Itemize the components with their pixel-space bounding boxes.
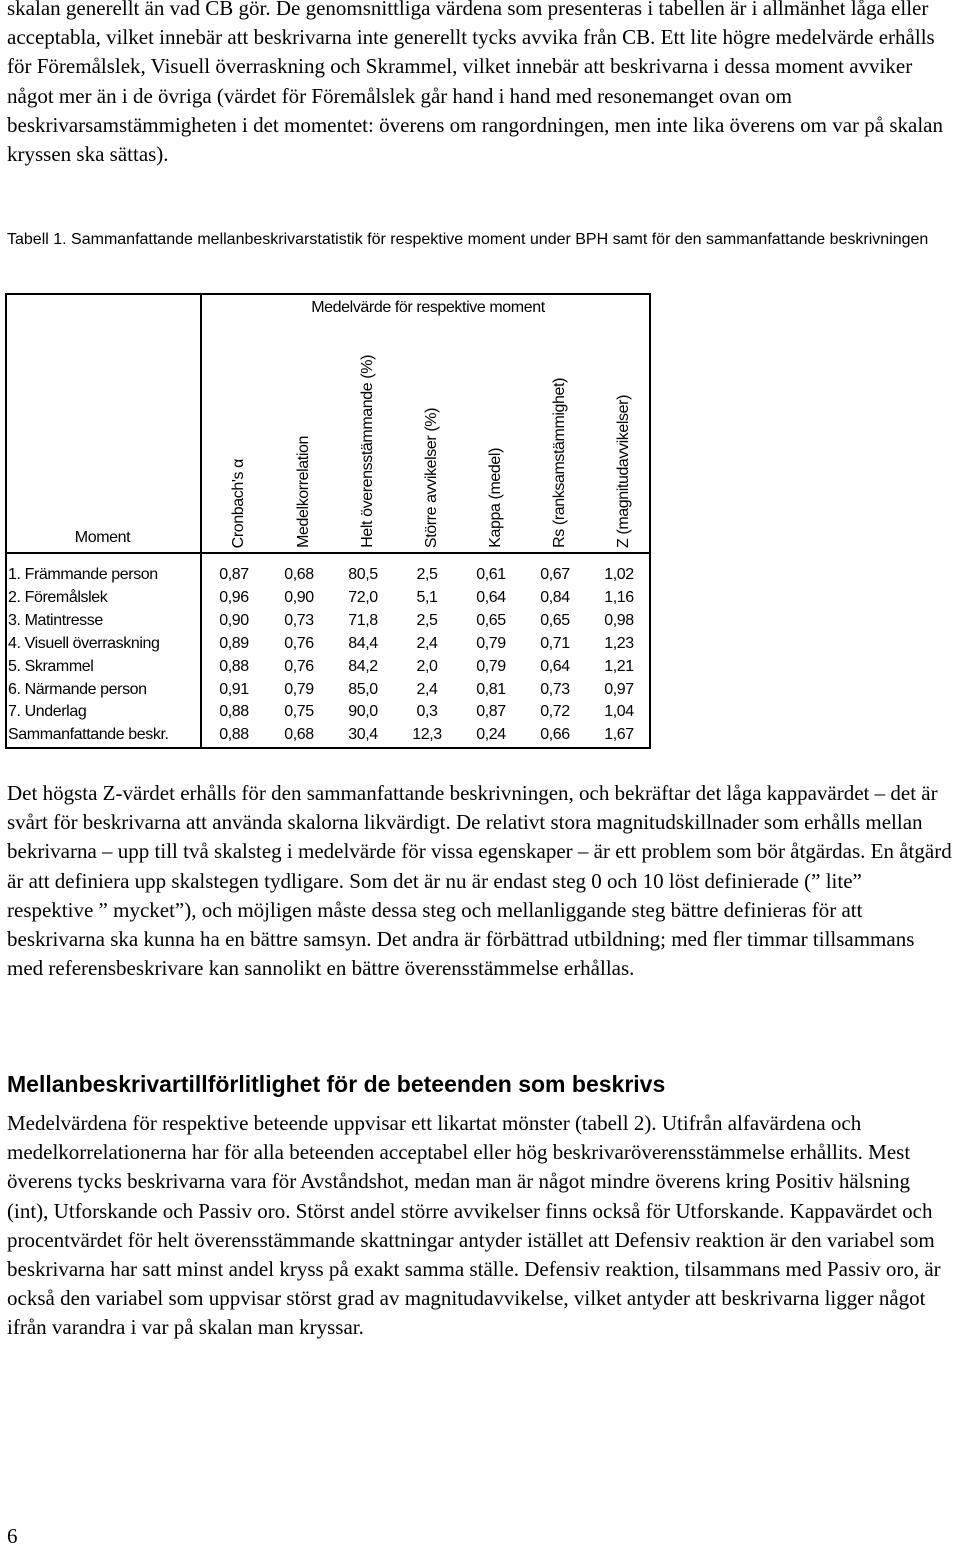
group-header: Medelvärde för respektive moment <box>311 299 545 316</box>
column-header: Z (magnitudavvikelser) <box>615 394 632 548</box>
table-row <box>5 700 651 723</box>
table-border-bottom <box>5 747 651 749</box>
table-cell: 0,66 <box>540 726 570 744</box>
table-cell: 0,91 <box>219 680 249 698</box>
table-row <box>5 563 651 586</box>
table-cell: 0,84 <box>540 588 570 606</box>
table-cell: 0,71 <box>540 634 570 652</box>
column-header: Cronbach's α <box>230 458 247 548</box>
table-cell: 0,90 <box>219 611 249 629</box>
table-cell: 5,1 <box>416 588 438 606</box>
table-cell: 84,4 <box>348 634 378 652</box>
table-cell: 0,88 <box>219 703 249 721</box>
table-cell: 0,68 <box>284 726 314 744</box>
intro-paragraph: skalan generellt än vad CB gör. De genomsnittliga värdena som presenteras i tabellen är i allmänhet låga eller acceptabla, vilket innebär att beskrivarna inte generellt tycks avvika från CB. Ett lite högre medelvärde erhålls för Föremålslek, Visuell överraskning och Skrammel, vilket innebär att beskrivarna i dessa moment avviker något mer än i de övriga (värdet för Föremålslek går hand i hand med resonemanget ovan om beskrivarsamstämmigheten i det momentet: överens om rangordningen, men inte lika överens om var på skalan kryssen ska sättas). <box>7 0 943 167</box>
table-row <box>5 678 651 701</box>
table-row <box>5 609 651 632</box>
table-cell: 0,97 <box>604 680 634 698</box>
table-cell: 0,68 <box>284 566 314 583</box>
table-cell: 0,65 <box>540 611 570 629</box>
row-label: 2. Föremålslek <box>8 588 108 606</box>
table-cell: 0,88 <box>219 657 249 675</box>
page-number: 6 <box>7 1524 18 1548</box>
row-header-moment: Moment <box>74 529 131 546</box>
table-cell: 2,4 <box>416 634 438 652</box>
paragraph-2: Det högsta Z-värdet erhålls för den sammanfattande beskrivningen, och bekräftar det låga kappavärdet – det är svårt för beskrivarna att använda skalorna likvärdigt. De relativt stora magnitudskillnader som erhålls mellan bekrivarna – upp till två skalsteg i medelvärde för vissa egenskaper – är ett problem som bör åtgärdas. En åtgärd är att definiera upp skalstegen tydligare. Som det är nu är endast steg 0 och 10 löst definierade (” lite” respektive ” mycket”), och möjligen måste dessa steg och mellanliggande steg bättre definieras för att beskrivarna ska kunna ha en bättre samsyn. Det andra är förbättrad utbildning; med fler timmar tillsammans med referensbeskrivare kan sannolikt en bättre överensstämmelse erhållas. <box>7 781 952 981</box>
table-cell: 1,04 <box>604 703 634 721</box>
column-header: Medelkorrelation <box>295 436 312 548</box>
table-cell: 71,8 <box>348 611 378 629</box>
row-label: 4. Visuell överraskning <box>8 634 160 652</box>
table-cell: 80,5 <box>348 566 378 583</box>
table-cell: 0,73 <box>540 680 570 698</box>
table-cell: 0,3 <box>416 703 438 721</box>
table-cell: 0,73 <box>284 611 314 629</box>
paragraph-3: Medelvärdena för respektive beteende uppvisar ett likartat mönster (tabell 2). Utifrån alfavärdena och medelkorrelationerna har för alla beteenden acceptabel eller hög beskrivaröverensstämmelse erhållits. Mest överens tycks beskrivarna vara för Avståndshot, medan man är något mindre överens kring Positiv hälsning (int), Utforskande och Passiv oro. Störst andel större avvikelser finns också för Utforskande. Kappavärdet och procentvärdet för helt överensstämmande skattningar antyder istället att Defensiv reaktion är den variabel som beskrivarna har satt minst andel kryss på exakt samma ställe. Defensiv reaktion, tilsammans med Passiv oro, är också den variabel som uppvisar störst grad av magnitudavvikelse, vilket antyder att beskrivarna ligger något ifrån varandra i var på skalan man kryssar. <box>7 1111 941 1340</box>
table-cell: 0,87 <box>476 703 506 721</box>
table-row <box>5 655 651 678</box>
table-cell: 90,0 <box>348 703 378 721</box>
column-header: Kappa (medel) <box>487 448 504 548</box>
table-cell: 1,21 <box>604 657 634 675</box>
row-label: 7. Underlag <box>8 703 87 721</box>
table-cell: 30,4 <box>348 726 378 744</box>
table-cell: 0,76 <box>284 634 314 652</box>
table-cell: 12,3 <box>412 726 442 744</box>
table-cell: 0,76 <box>284 657 314 675</box>
table-cell: 0,75 <box>284 703 314 721</box>
table-cell: 2,5 <box>416 611 438 629</box>
row-label: 6. Närmande person <box>8 680 147 698</box>
table-cell: 0,24 <box>476 726 506 744</box>
table-cell: 0,96 <box>219 588 249 606</box>
row-label: Sammanfattande beskr. <box>8 726 169 744</box>
table-row <box>5 586 651 609</box>
table-cell: 0,88 <box>219 726 249 744</box>
table-row <box>5 723 651 746</box>
table-cell: 1,67 <box>604 726 634 744</box>
table-cell: 1,23 <box>604 634 634 652</box>
section-heading: Mellanbeskrivartillförlitlighet för de beteenden som beskrivs <box>7 1071 666 1097</box>
table-cell: 0,98 <box>604 611 634 629</box>
table-cell: 0,67 <box>540 566 570 583</box>
table-cell: 0,79 <box>476 657 506 675</box>
row-label: 5. Skrammel <box>8 657 94 675</box>
table-cell: 1,02 <box>604 566 634 583</box>
table-cell: 2,5 <box>416 566 438 583</box>
column-header: Rs (ranksamstämmighet) <box>551 378 568 548</box>
table-cell: 0,81 <box>476 680 506 698</box>
summary-table <box>5 293 651 749</box>
table-caption: Tabell 1. Sammanfattande mellanbeskrivarstatistik för respektive moment under BPH samt för den sammanfattande beskrivningen <box>7 231 929 248</box>
table-cell: 0,65 <box>476 611 506 629</box>
table-cell: 0,87 <box>219 566 249 583</box>
table-cell: 0,64 <box>540 657 570 675</box>
table-cell: 0,64 <box>476 588 506 606</box>
table-cell: 2,4 <box>416 680 438 698</box>
table-cell: 85,0 <box>348 680 378 698</box>
table-cell: 0,90 <box>284 588 314 606</box>
table-header-divider <box>5 552 651 554</box>
column-header: Helt överensstämmande (%) <box>359 355 376 548</box>
table-cell: 0,72 <box>540 703 570 721</box>
table-cell: 1,16 <box>604 588 634 606</box>
row-label: 3. Matintresse <box>8 611 103 629</box>
table-cell: 2,0 <box>416 657 438 675</box>
table-cell: 0,79 <box>476 634 506 652</box>
table-cell: 0,89 <box>219 634 249 652</box>
table-cell: 72,0 <box>348 588 378 606</box>
row-label: 1. Främmande person <box>8 566 158 583</box>
column-header: Större avvikelser (%) <box>423 407 440 548</box>
table-cell: 0,61 <box>476 566 506 583</box>
table-cell: 84,2 <box>348 657 378 675</box>
table-row <box>5 632 651 655</box>
table-cell: 0,79 <box>284 680 314 698</box>
